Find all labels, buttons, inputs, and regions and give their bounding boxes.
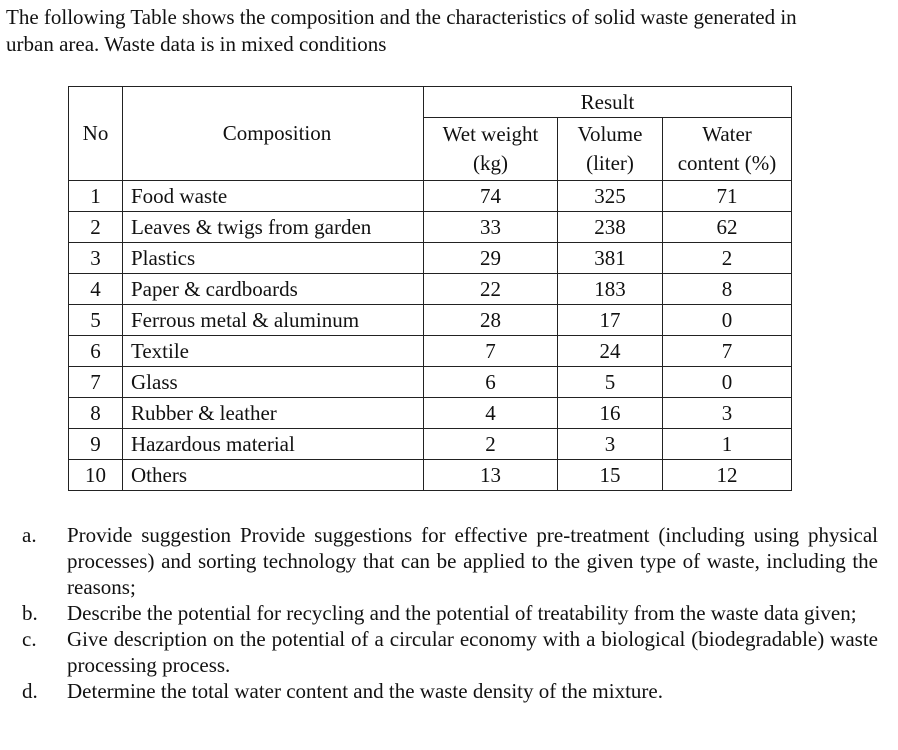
question-item — [22, 626, 878, 678]
header-no: No — [69, 87, 123, 181]
cell-composition: Leaves & twigs from garden — [123, 212, 424, 243]
table-row — [69, 336, 792, 367]
cell-volume: 5 — [558, 367, 663, 398]
cell-volume: 15 — [558, 460, 663, 491]
cell-composition: Glass — [123, 367, 424, 398]
question-item — [22, 600, 878, 626]
table-row — [69, 181, 792, 212]
cell-wet-weight: 2 — [424, 429, 558, 460]
header-water-line1: Water — [702, 122, 752, 146]
question-letter: b. — [22, 601, 38, 625]
cell-water: 3 — [663, 398, 792, 429]
header-water-content — [663, 118, 792, 181]
cell-no: 2 — [69, 212, 123, 243]
cell-composition: Textile — [123, 336, 424, 367]
cell-composition: Others — [123, 460, 424, 491]
cell-composition: Paper & cardboards — [123, 274, 424, 305]
question-list — [22, 522, 878, 704]
cell-no: 7 — [69, 367, 123, 398]
table-row — [69, 243, 792, 274]
table-row — [69, 398, 792, 429]
cell-no: 9 — [69, 429, 123, 460]
intro-line-1: The following Table shows the composition and the characteristics of solid waste generated in — [6, 5, 797, 29]
cell-water: 1 — [663, 429, 792, 460]
question-item — [22, 522, 878, 600]
header-composition: Composition — [123, 87, 424, 181]
cell-wet-weight: 6 — [424, 367, 558, 398]
cell-composition: Ferrous metal & aluminum — [123, 305, 424, 336]
cell-water: 8 — [663, 274, 792, 305]
table-header-row-1 — [69, 87, 792, 118]
cell-volume: 325 — [558, 181, 663, 212]
question-text: Give description on the potential of a circular economy with a biological (biodegradable) waste processing process. — [67, 627, 878, 677]
header-wet-weight — [424, 118, 558, 181]
cell-no: 10 — [69, 460, 123, 491]
cell-volume: 16 — [558, 398, 663, 429]
question-text: Determine the total water content and the waste density of the mixture. — [67, 679, 663, 703]
cell-composition: Rubber & leather — [123, 398, 424, 429]
intro-paragraph — [6, 4, 886, 58]
cell-water: 12 — [663, 460, 792, 491]
cell-water: 0 — [663, 367, 792, 398]
cell-wet-weight: 33 — [424, 212, 558, 243]
cell-wet-weight: 29 — [424, 243, 558, 274]
question-text: Describe the potential for recycling and the potential of treatability from the waste data given; — [67, 601, 857, 625]
cell-no: 4 — [69, 274, 123, 305]
cell-water: 62 — [663, 212, 792, 243]
cell-composition: Food waste — [123, 181, 424, 212]
cell-wet-weight: 74 — [424, 181, 558, 212]
cell-water: 2 — [663, 243, 792, 274]
cell-composition: Hazardous material — [123, 429, 424, 460]
cell-volume: 381 — [558, 243, 663, 274]
cell-no: 8 — [69, 398, 123, 429]
cell-volume: 238 — [558, 212, 663, 243]
cell-no: 1 — [69, 181, 123, 212]
question-letter: d. — [22, 679, 38, 703]
header-result: Result — [424, 87, 792, 118]
cell-water: 71 — [663, 181, 792, 212]
cell-no: 3 — [69, 243, 123, 274]
table-row — [69, 305, 792, 336]
cell-wet-weight: 13 — [424, 460, 558, 491]
cell-volume: 183 — [558, 274, 663, 305]
table-row — [69, 274, 792, 305]
header-volume — [558, 118, 663, 181]
table-row — [69, 367, 792, 398]
header-volume-line2: (liter) — [586, 151, 634, 175]
header-wet-weight-line1: Wet weight — [442, 122, 539, 146]
intro-line-2: urban area. Waste data is in mixed conditions — [6, 32, 387, 56]
cell-water: 7 — [663, 336, 792, 367]
header-volume-line1: Volume — [577, 122, 643, 146]
cell-wet-weight: 28 — [424, 305, 558, 336]
table-row — [69, 429, 792, 460]
cell-composition: Plastics — [123, 243, 424, 274]
cell-wet-weight: 7 — [424, 336, 558, 367]
question-letter: a. — [22, 523, 37, 547]
table-row — [69, 460, 792, 491]
waste-composition-table — [68, 86, 792, 491]
cell-volume: 17 — [558, 305, 663, 336]
cell-water: 0 — [663, 305, 792, 336]
cell-wet-weight: 4 — [424, 398, 558, 429]
cell-volume: 24 — [558, 336, 663, 367]
table-row — [69, 212, 792, 243]
question-text: Provide suggestion Provide suggestions for effective pre-treatment (including using physical processes) and sorting technology that can be applied to the given type of waste, including the reasons; — [67, 523, 878, 599]
question-item — [22, 678, 878, 704]
header-wet-weight-line2: (kg) — [473, 151, 508, 175]
header-water-line2: content (%) — [677, 151, 777, 175]
cell-volume: 3 — [558, 429, 663, 460]
cell-wet-weight: 22 — [424, 274, 558, 305]
cell-no: 5 — [69, 305, 123, 336]
cell-no: 6 — [69, 336, 123, 367]
question-letter: c. — [22, 627, 37, 651]
